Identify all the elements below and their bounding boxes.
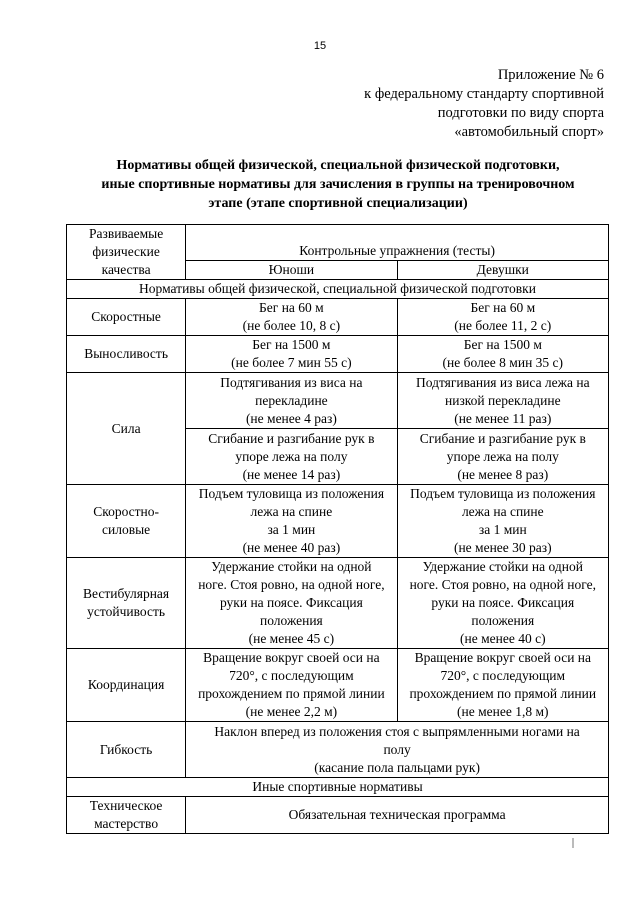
- appendix-line: «автомобильный спорт»: [454, 124, 604, 140]
- standards-table: [66, 224, 609, 834]
- boys-value: Подтягивания из виса на перекладине (не менее 4 раз): [186, 373, 397, 429]
- girls-value: Подъем туловища из положения лежа на спине за 1 мин (не менее 30 раз): [397, 485, 608, 558]
- title-line: иные спортивные нормативы для зачисления в группы на тренировочном: [101, 177, 575, 192]
- girls-value: Бег на 1500 м (не более 8 мин 35 с): [397, 336, 608, 373]
- table-row: [67, 797, 609, 834]
- girls-value: Подтягивания из виса лежа на низкой перекладине (не менее 11 раз): [397, 373, 608, 429]
- girls-value: Сгибание и разгибание рук в упоре лежа на полу (не менее 8 раз): [397, 429, 608, 485]
- header-girls-cell: Девушки: [397, 260, 608, 279]
- boys-value: Удержание стойки на одной ноге. Стоя ровно, на одной ноге, руки на поясе. Фиксация положения (не менее 45 с): [186, 558, 397, 649]
- header-tests-cell: Контрольные упражнения (тесты): [186, 225, 609, 261]
- appendix-line: подготовки по виду спорта: [437, 105, 604, 121]
- appendix-line: Приложение № 6: [497, 67, 604, 83]
- quality-label: Координация: [67, 649, 186, 722]
- flexibility-value: Наклон вперед из положения стоя с выпрямленными ногами на полу (касание пола пальцами рук): [186, 722, 609, 778]
- quality-label: Скоростно- силовые: [67, 485, 186, 558]
- quality-label: Техническое мастерство: [67, 797, 186, 834]
- boys-value: Бег на 1500 м (не более 7 мин 55 с): [186, 336, 397, 373]
- boys-value: Бег на 60 м (не более 10, 8 с): [186, 299, 397, 336]
- quality-label: Выносливость: [67, 336, 186, 373]
- girls-value: Бег на 60 м (не более 11, 2 с): [397, 299, 608, 336]
- quality-label: Гибкость: [67, 722, 186, 778]
- section-row: [67, 280, 609, 299]
- table-header-row: [67, 225, 609, 261]
- section-row: [67, 778, 609, 797]
- document-title: [60, 156, 616, 213]
- table-row: [67, 373, 609, 429]
- header-boys-cell: Юноши: [186, 260, 397, 279]
- girls-value: Вращение вокруг своей оси на 720°, с последующим прохождением по прямой линии (не менее 1,8 м): [397, 649, 608, 722]
- scan-mark: [572, 838, 574, 848]
- header-quality-cell: Развиваемые физические качества: [67, 225, 186, 280]
- table-row: [67, 485, 609, 558]
- boys-value: Вращение вокруг своей оси на 720°, с последующим прохождением по прямой линии (не менее 2,2 м): [186, 649, 397, 722]
- table-row: [67, 649, 609, 722]
- appendix-heading: [364, 66, 604, 142]
- table-row: [67, 336, 609, 373]
- quality-label: Скоростные: [67, 299, 186, 336]
- boys-value: Сгибание и разгибание рук в упоре лежа на полу (не менее 14 раз): [186, 429, 397, 485]
- technical-value: Обязательная техническая программа: [186, 797, 609, 834]
- title-line: Нормативы общей физической, специальной физической подготовки,: [116, 158, 560, 173]
- section-title: Нормативы общей физической, специальной физической подготовки: [67, 280, 609, 299]
- girls-value: Удержание стойки на одной ноге. Стоя ровно, на одной ноге, руки на поясе. Фиксация положения (не менее 40 с): [397, 558, 608, 649]
- table-row: [67, 722, 609, 778]
- appendix-line: к федеральному стандарту спортивной: [364, 86, 604, 102]
- section-title: Иные спортивные нормативы: [67, 778, 609, 797]
- quality-label: Вестибулярная устойчивость: [67, 558, 186, 649]
- page-number: 15: [313, 40, 327, 52]
- quality-label: Сила: [67, 373, 186, 485]
- boys-value: Подъем туловища из положения лежа на спине за 1 мин (не менее 40 раз): [186, 485, 397, 558]
- table-row: [67, 558, 609, 649]
- table-row: [67, 299, 609, 336]
- title-line: этапе (этапе спортивной специализации): [208, 196, 468, 211]
